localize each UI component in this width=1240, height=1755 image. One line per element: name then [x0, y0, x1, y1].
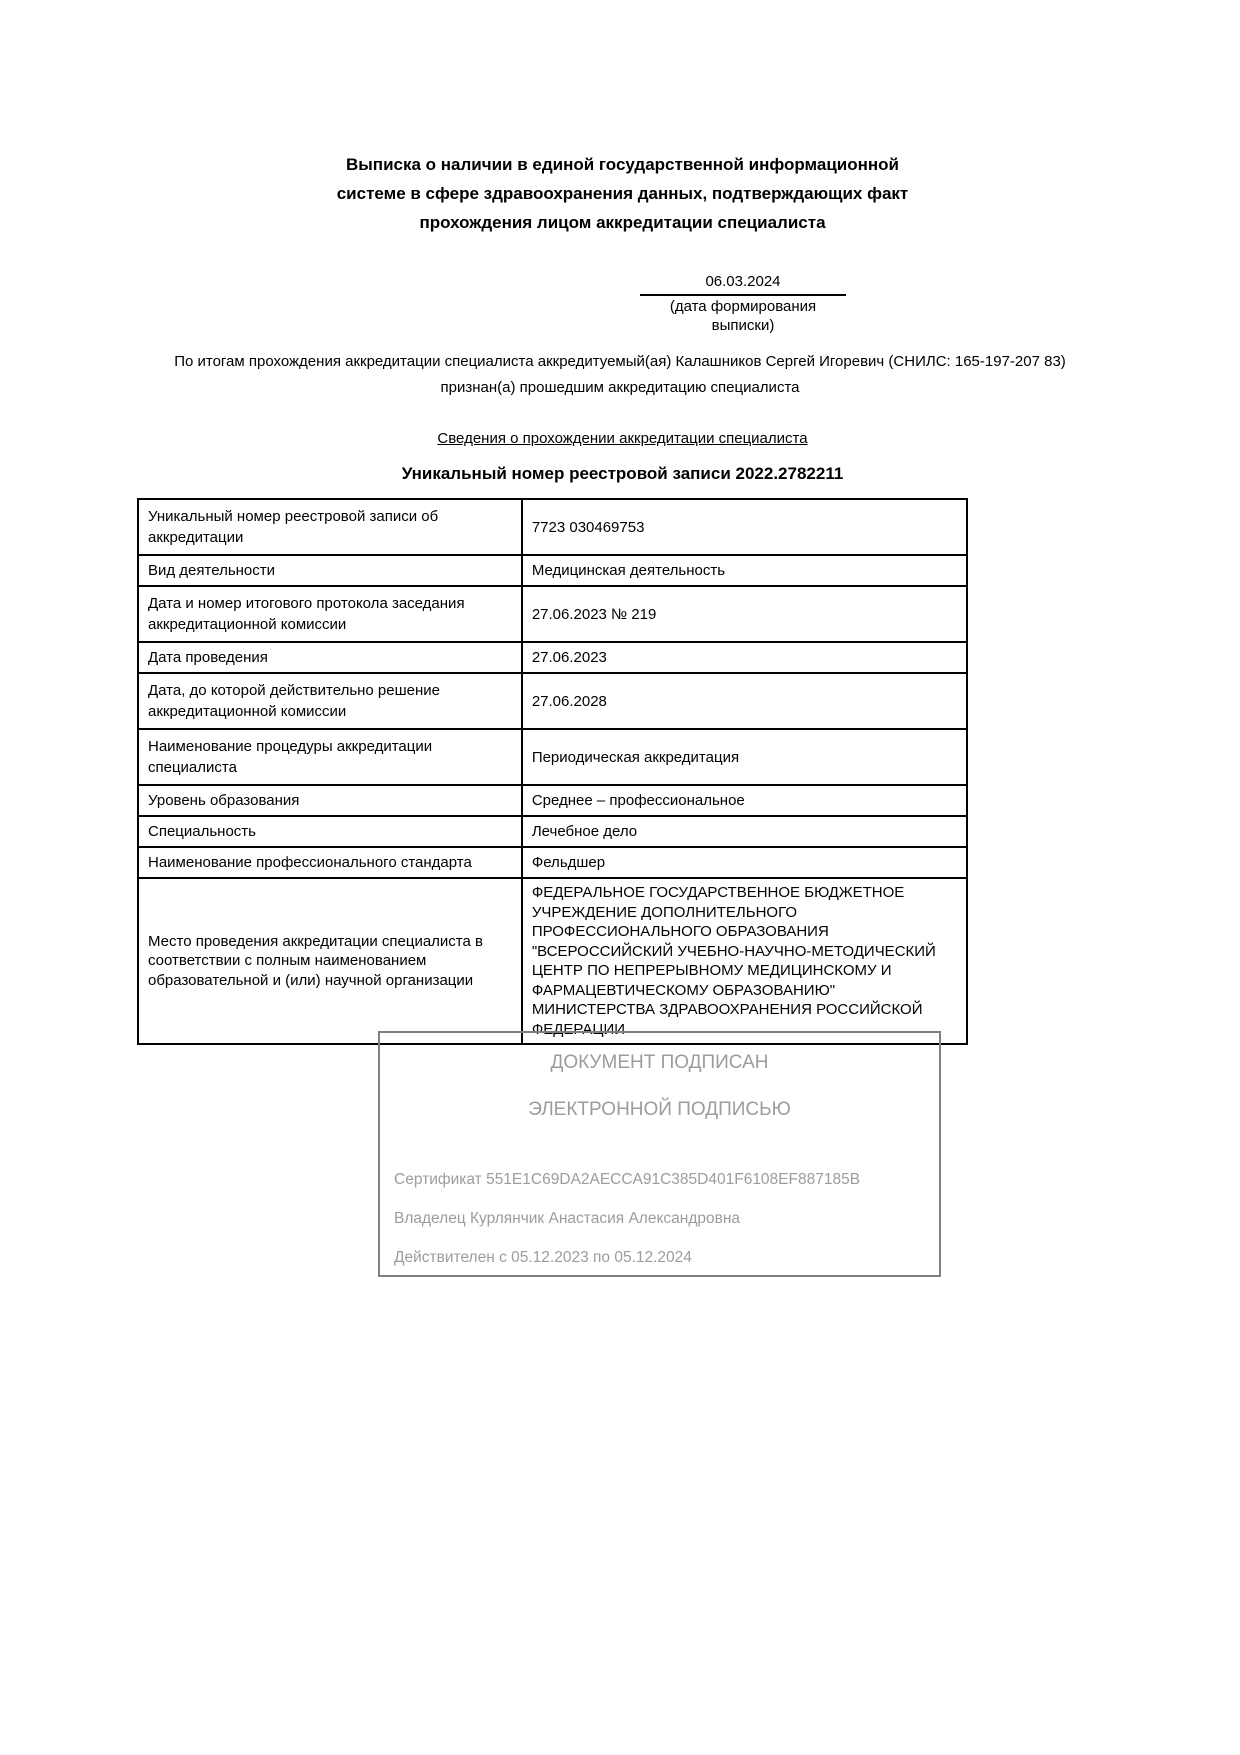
intro-line: признан(а) прошедшим аккредитацию специалиста [440, 379, 800, 396]
table-row [138, 729, 967, 785]
table-row [138, 555, 967, 586]
document-title [130, 150, 1115, 237]
table-row [138, 673, 967, 729]
extract-date-block [640, 272, 846, 335]
table-row [138, 499, 967, 555]
row-label: Уровень образования [138, 785, 522, 816]
electronic-signature-stamp [378, 1031, 941, 1277]
signature-title-line: ЭЛЕКТРОННОЙ ПОДПИСЬЮ [528, 1099, 791, 1120]
row-value: 27.06.2023 № 219 [522, 586, 967, 642]
extract-date-caption: (дата формирования выписки) [669, 298, 817, 334]
row-value: 27.06.2028 [522, 673, 967, 729]
row-value: Лечебное дело [522, 816, 967, 847]
row-label: Место проведения аккредитации специалиста в соответствии с полным наименованием образовательной и (или) научной организации [138, 878, 522, 1044]
signature-certificate: Сертификат 551E1C69DA2AECCA91C385D401F6108EF887185B [394, 1171, 861, 1188]
row-label: Наименование процедуры аккредитации специалиста [138, 729, 522, 785]
row-label: Дата и номер итогового протокола заседания аккредитационной комиссии [138, 586, 522, 642]
extract-date: 06.03.2024 [640, 272, 846, 296]
registry-number-heading: Уникальный номер реестровой записи 2022.2782211 [401, 464, 844, 483]
table-row [138, 878, 967, 1044]
row-value: Медицинская деятельность [522, 555, 967, 586]
intro-line: По итогам прохождения аккредитации специалиста аккредитуемый(ая) Калашников Сергей Игоревич (СНИЛС: 165-197-207 83) [174, 353, 1066, 370]
document-title-line: прохождения лицом аккредитации специалиста [419, 213, 826, 232]
signature-owner: Владелец Курлянчик Анастасия Александровна [394, 1210, 741, 1227]
row-value: 7723 030469753 [522, 499, 967, 555]
intro-paragraph [65, 349, 1175, 401]
row-label: Дата проведения [138, 642, 522, 673]
signature-title-line: ДОКУМЕНТ ПОДПИСАН [550, 1052, 769, 1073]
row-label: Наименование профессионального стандарта [138, 847, 522, 878]
signature-details [394, 1171, 925, 1267]
table-row [138, 642, 967, 673]
row-label: Специальность [138, 816, 522, 847]
accreditation-table [137, 498, 968, 1045]
row-value: Фельдшер [522, 847, 967, 878]
signature-validity: Действителен с 05.12.2023 по 05.12.2024 [394, 1249, 692, 1266]
row-value: ФЕДЕРАЛЬНОЕ ГОСУДАРСТВЕННОЕ БЮДЖЕТНОЕ УЧРЕЖДЕНИЕ ДОПОЛНИТЕЛЬНОГО ПРОФЕССИОНАЛЬНОГО ОБРАЗОВАНИЯ "ВСЕРОССИЙСКИЙ УЧЕБНО-НАУЧНО-МЕТОДИЧЕСКИЙ ЦЕНТР ПО НЕПРЕРЫВНОМУ МЕДИЦИНСКОМУ И ФАРМАЦЕВТИЧЕСКОМУ ОБРАЗОВАНИЮ" МИНИСТЕРСТВА ЗДРАВООХРАНЕНИЯ РОССИЙСКОЙ ФЕДЕРАЦИИ [522, 878, 967, 1044]
row-value: Среднее – профессиональное [522, 785, 967, 816]
row-label: Дата, до которой действительно решение аккредитационной комиссии [138, 673, 522, 729]
table-row [138, 785, 967, 816]
row-label: Уникальный номер реестровой записи об аккредитации [138, 499, 522, 555]
table-row [138, 847, 967, 878]
document-title-line: Выписка о наличии в единой государственной информационной [346, 155, 899, 174]
row-value: Периодическая аккредитация [522, 729, 967, 785]
document-title-line: системе в сфере здравоохранения данных, подтверждающих факт [336, 184, 909, 203]
section-heading: Сведения о прохождении аккредитации специалиста [437, 430, 808, 447]
row-value: 27.06.2023 [522, 642, 967, 673]
row-label: Вид деятельности [138, 555, 522, 586]
table-row [138, 816, 967, 847]
table-row [138, 586, 967, 642]
